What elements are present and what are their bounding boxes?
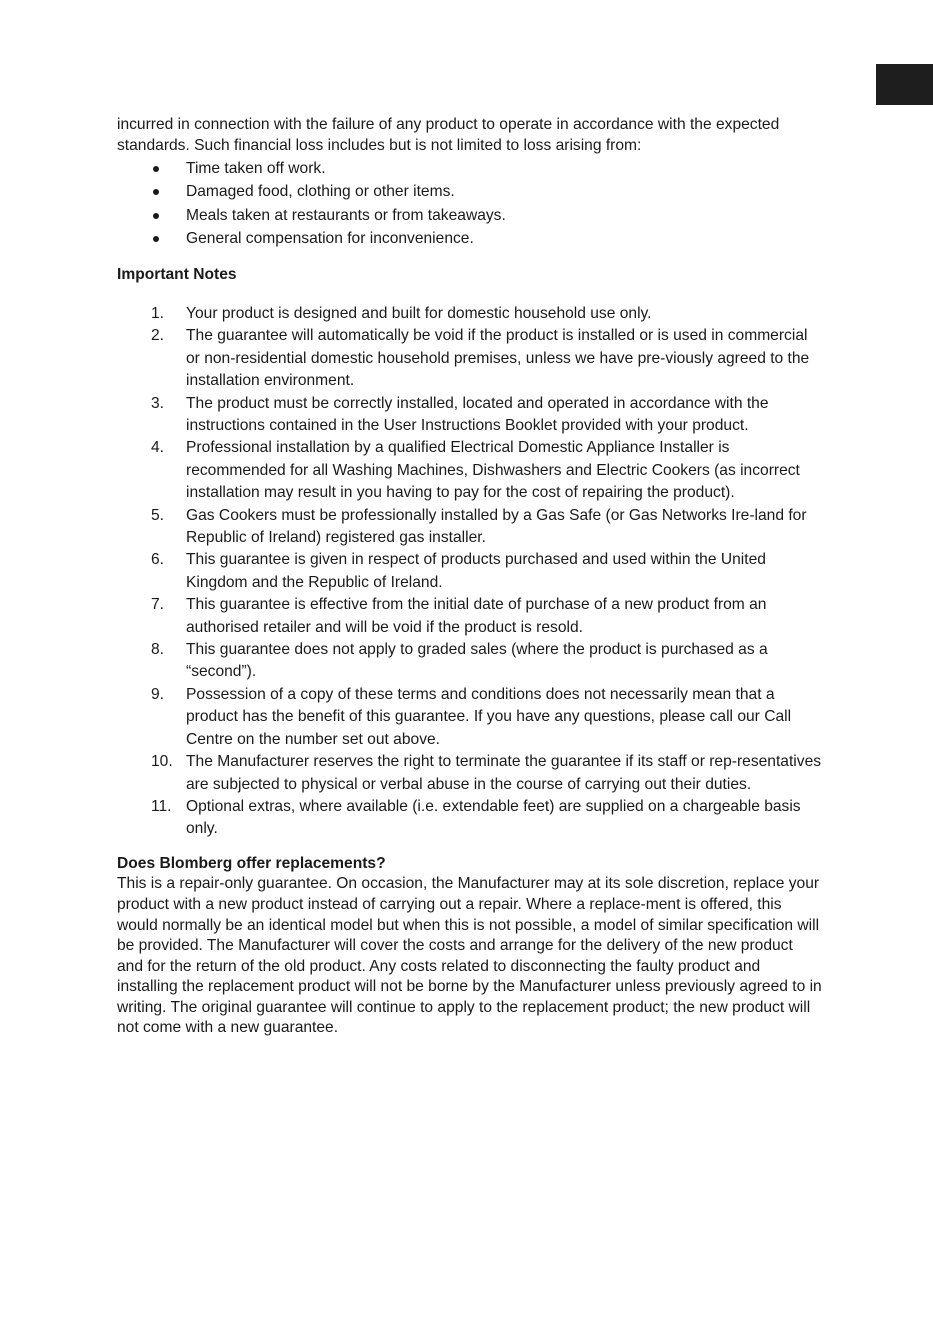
note-number: 4. — [151, 439, 165, 457]
list-item-text: Damaged food, clothing or other items. — [186, 183, 455, 201]
bullet-icon — [153, 166, 159, 172]
note-text: This guarantee is effective from the initial date of purchase of a new product from an authorised retailer and will be void if the product is resold. — [186, 596, 767, 636]
list-item — [117, 227, 823, 250]
note-item — [117, 549, 823, 594]
loss-list — [117, 157, 823, 250]
note-item — [117, 751, 823, 796]
note-number: 2. — [151, 327, 165, 345]
note-number: 3. — [151, 394, 165, 412]
list-item — [117, 157, 823, 180]
replacements-paragraph: This is a repair-only guarantee. On occasion, the Manufacturer may at its sole discretion, replace your product with a new product instead of carrying out a repair. Where a replace-ment is offered, this would normally be an identical model but when this is not possible, a model of similar specification will be provided. The Manufacturer will cover the costs and arrange for the delivery of the new product and for the return of the old product. Any costs related to disconnecting the faulty product and installing the replacement product will not be borne by the Manufacturer unless previously agreed to in writing. The original guarantee will continue to apply to the replacement product; the new product will not come with a new guarantee. — [117, 875, 822, 1037]
note-number: 9. — [151, 685, 165, 703]
note-number: 6. — [151, 551, 165, 569]
bullet-icon — [153, 236, 159, 242]
note-number: 7. — [151, 596, 165, 614]
note-item — [117, 684, 823, 751]
note-number: 5. — [151, 506, 165, 524]
list-item — [117, 180, 823, 203]
note-text: This guarantee does not apply to graded sales (where the product is purchased as a “second”). — [186, 641, 768, 681]
important-notes-heading: Important Notes — [117, 266, 237, 284]
note-text: Your product is designed and built for domestic household use only. — [186, 304, 652, 322]
note-item — [117, 639, 823, 684]
note-number: 1. — [151, 304, 165, 322]
list-item-text: Time taken off work. — [186, 160, 326, 178]
note-text: The product must be correctly installed, located and operated in accordance with the instructions contained in the User Instructions Booklet provided with your product. — [186, 394, 769, 434]
note-item — [117, 437, 823, 504]
list-item-text: Meals taken at restaurants or from takeaways. — [186, 206, 506, 224]
list-item — [117, 204, 823, 227]
list-item-text: General compensation for inconvenience. — [186, 230, 474, 248]
note-number: 11. — [151, 797, 172, 815]
document-body — [117, 115, 823, 1039]
bullet-icon — [153, 213, 159, 219]
note-text: The guarantee will automatically be void if the product is installed or is used in commercial or non-residential domestic household premises, unless we have pre-viously agreed to the installation environment. — [186, 327, 810, 390]
note-item — [117, 594, 823, 639]
intro-paragraph: incurred in connection with the failure of any product to operate in accordance with the expected standards. Such financial loss includes but is not limited to loss arising from: — [117, 116, 780, 154]
notes-list — [117, 303, 823, 841]
replacements-heading: Does Blomberg offer replacements? — [117, 854, 386, 872]
note-item — [117, 325, 823, 392]
bullet-icon — [153, 189, 159, 195]
note-item — [117, 505, 823, 550]
note-text: The Manufacturer reserves the right to terminate the guarantee if its staff or rep-resentatives are subjected to physical or verbal abuse in the course of carrying out their duties. — [186, 753, 822, 793]
note-item — [117, 796, 823, 841]
note-text: Possession of a copy of these terms and conditions does not necessarily mean that a product has the benefit of this guarantee. If you have any questions, please call our Call Centre on the number set out above. — [186, 685, 792, 748]
note-item — [117, 303, 823, 325]
note-number: 10. — [151, 753, 173, 771]
note-item — [117, 393, 823, 438]
note-text: Professional installation by a qualified Electrical Domestic Appliance Installer is recommended for all Washing Machines, Dishwashers and Electric Cookers (as incorrect installation may result in you having to pay for the cost of repairing the product). — [186, 439, 800, 502]
note-text: Gas Cookers must be professionally installed by a Gas Safe (or Gas Networks Ire-land for Republic of Ireland) registered gas installer. — [186, 506, 807, 547]
note-text: Optional extras, where available (i.e. extendable feet) are supplied on a chargeable basis only. — [186, 797, 801, 838]
note-number: 8. — [151, 641, 165, 659]
note-text: This guarantee is given in respect of products purchased and used within the United Kingdom and the Republic of Ireland. — [186, 551, 766, 591]
section-tab-marker — [876, 64, 933, 105]
